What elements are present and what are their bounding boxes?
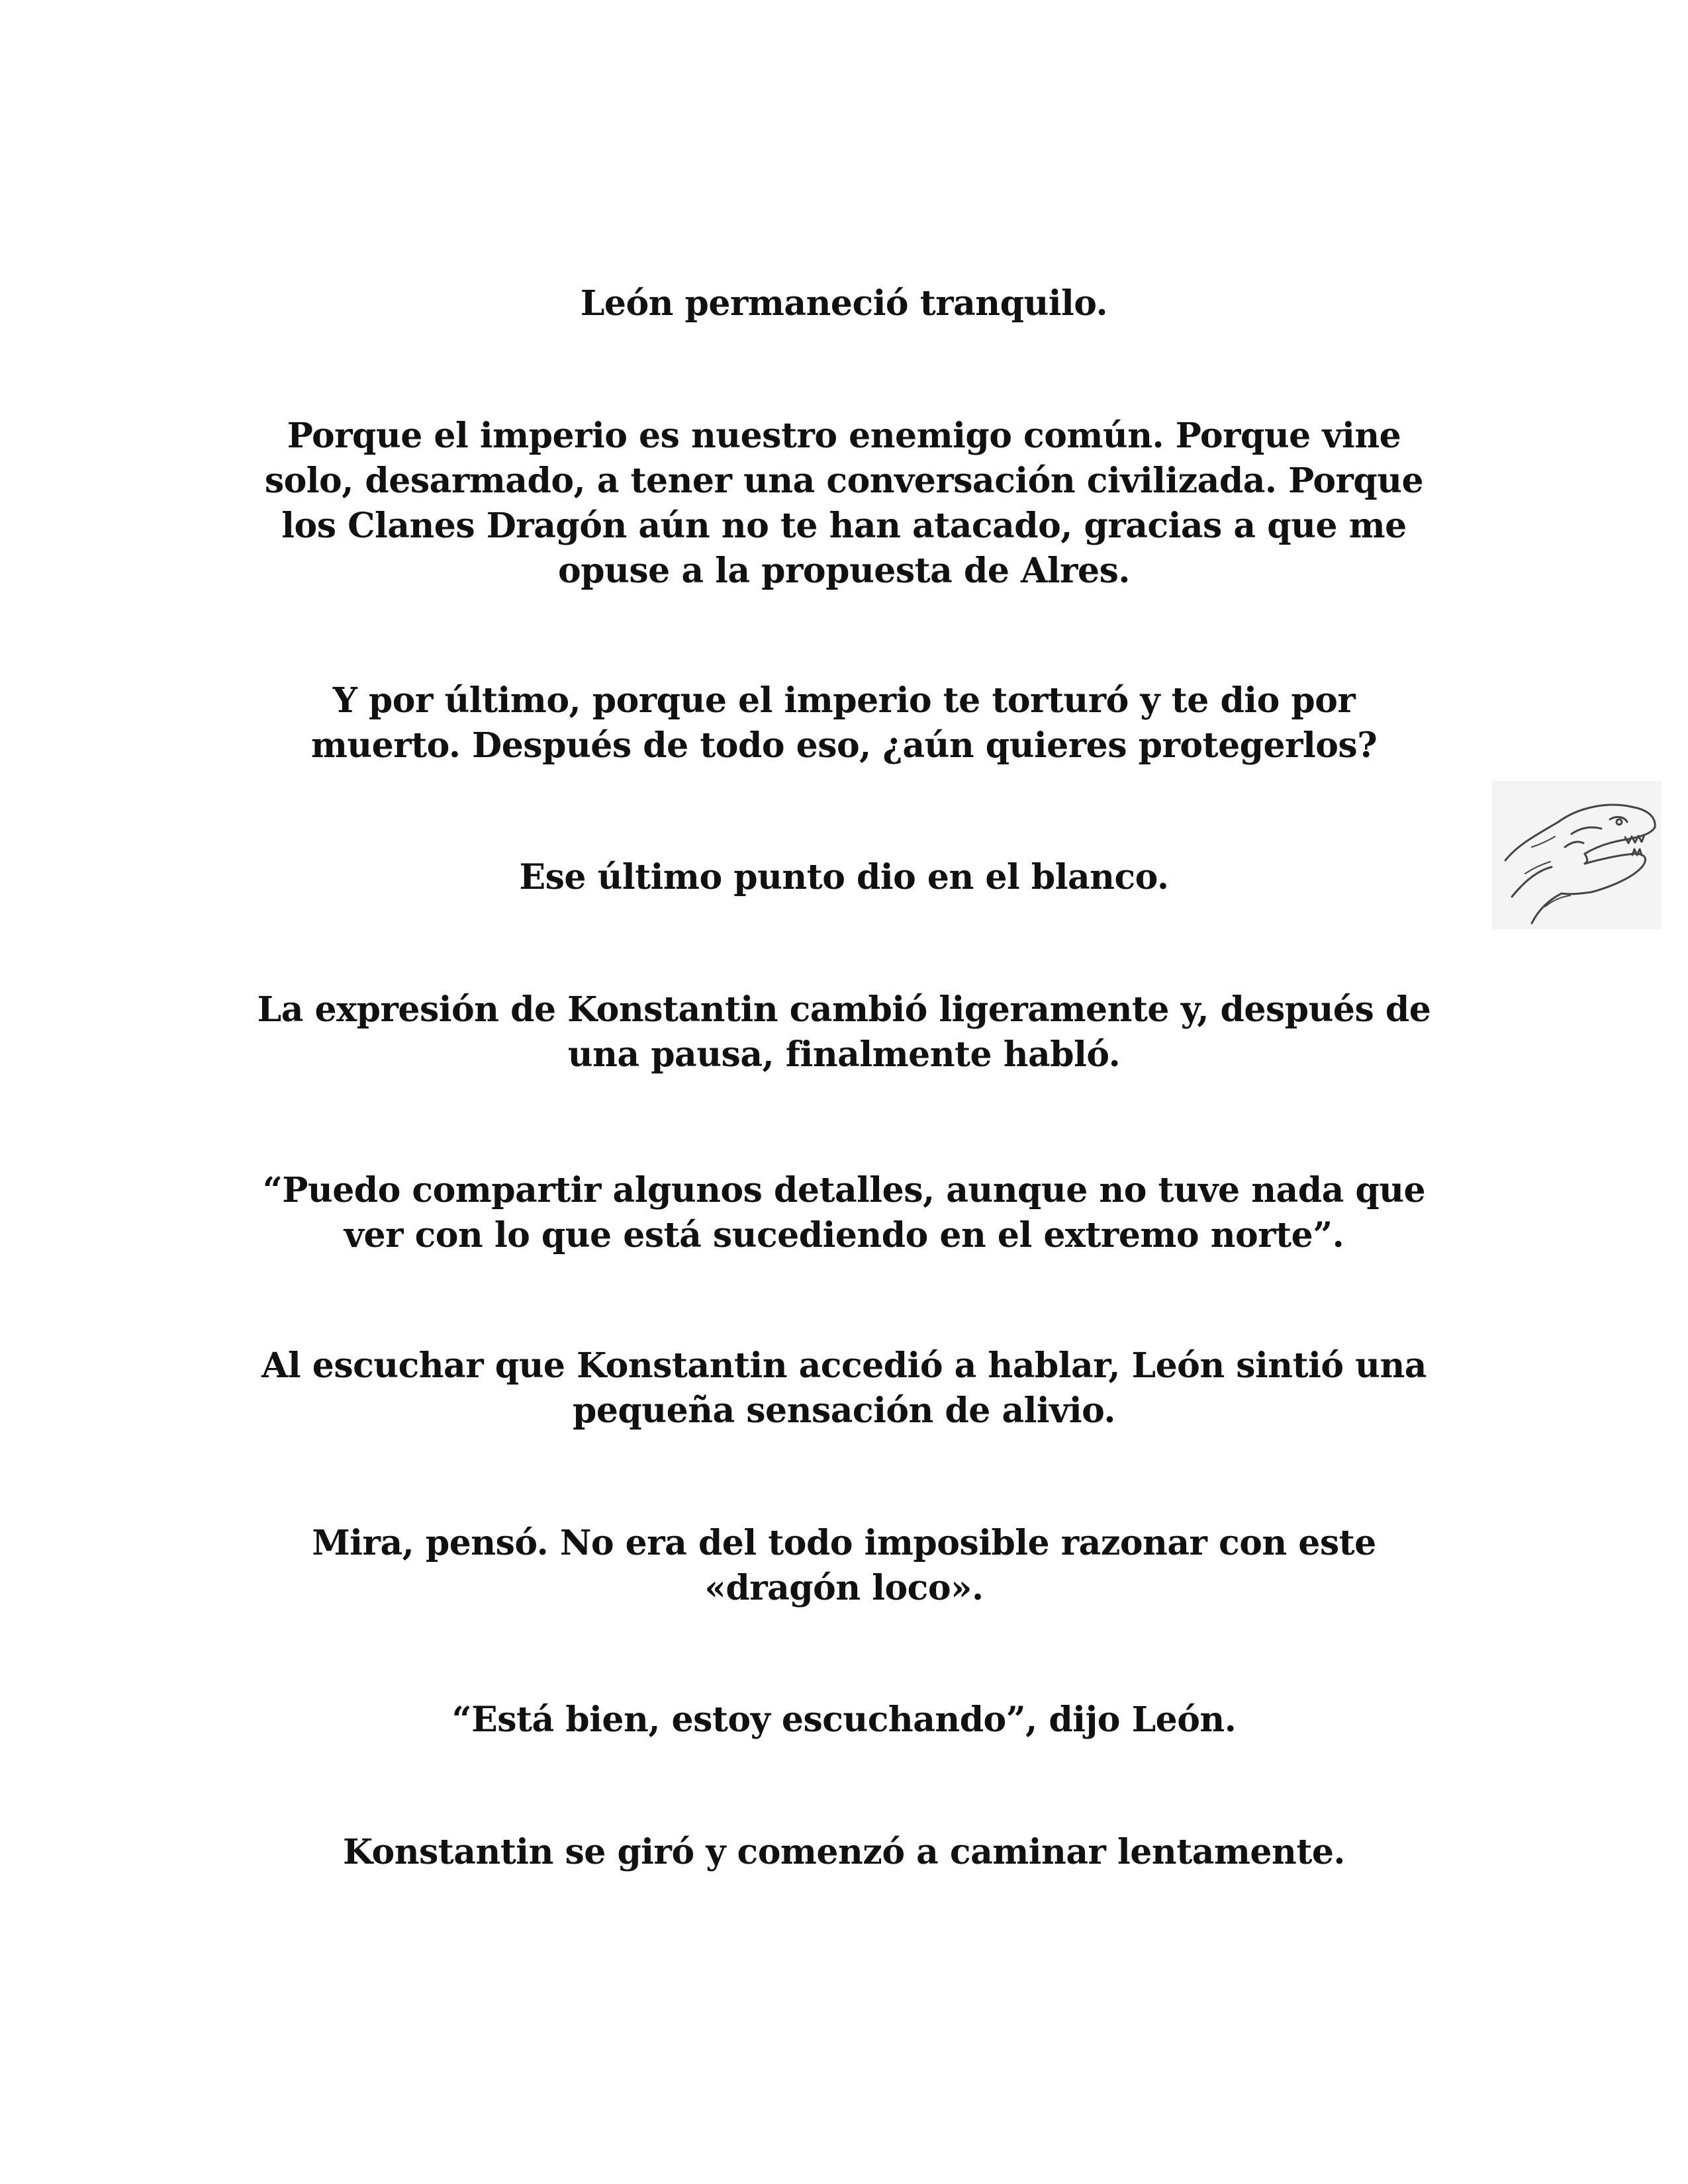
text-line: La expresión de Konstantin cambió ligeramente y, después de — [257, 989, 1431, 1030]
text-line: Y por último, porque el imperio te torturó y te dio por — [332, 680, 1356, 721]
text-line: pequeña sensación de alivio. — [572, 1390, 1116, 1431]
paragraph-9 — [225, 1698, 1463, 1743]
text-line: Mira, pensó. No era del todo imposible razonar con este — [312, 1523, 1376, 1563]
paragraph-4 — [225, 855, 1463, 900]
paragraph-10 — [225, 1830, 1463, 1875]
text-line: Al escuchar que Konstantin accedió a hablar, León sintió una — [261, 1345, 1427, 1386]
text-line: “Está bien, estoy escuchando”, dijo León. — [451, 1700, 1237, 1740]
paragraph-3 — [225, 678, 1463, 768]
paragraph-8 — [225, 1521, 1463, 1611]
text-line: opuse a la propuesta de Alres. — [558, 551, 1130, 591]
text-line: Ese último punto dio en el blanco. — [519, 857, 1169, 897]
text-line: León permaneció tranquilo. — [580, 283, 1108, 324]
text-line: solo, desarmado, a tener una conversación civilizada. Porque — [264, 461, 1424, 501]
paragraph-6 — [225, 1168, 1463, 1258]
paragraph-1 — [225, 281, 1463, 326]
paragraph-2 — [225, 414, 1463, 594]
text-line: ver con lo que está sucediendo en el extremo norte”. — [344, 1215, 1344, 1255]
text-line: «dragón loco». — [704, 1568, 984, 1608]
dinosaur-head-sketch-icon — [1492, 781, 1662, 929]
text-line: los Clanes Dragón aún no te han atacado, gracias a que me — [281, 506, 1407, 546]
text-line: Porque el imperio es nuestro enemigo común. Porque vine — [287, 416, 1401, 456]
paragraph-7 — [225, 1343, 1463, 1433]
paragraph-5 — [225, 987, 1463, 1077]
text-line: una pausa, finalmente habló. — [567, 1034, 1121, 1075]
text-line: Konstantin se giró y comenzó a caminar lentamente. — [342, 1832, 1346, 1872]
text-line: muerto. Después de todo eso, ¿aún quieres protegerlos? — [310, 725, 1378, 766]
text-line: “Puedo compartir algunos detalles, aunque no tuve nada que — [262, 1170, 1426, 1210]
